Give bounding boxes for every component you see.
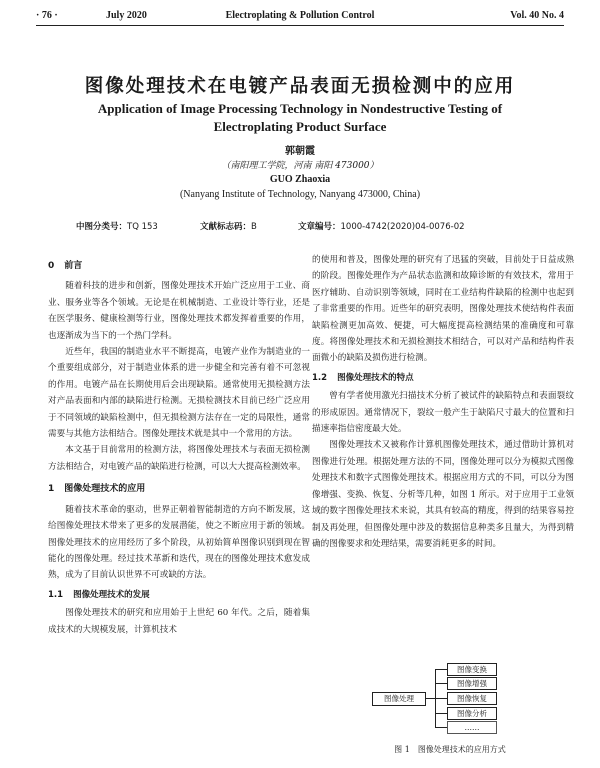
subsection-heading-features xyxy=(312,370,574,386)
page-title: 图像处理技术在电镀产品表面无损检测中的应用 xyxy=(84,76,516,97)
clc-number xyxy=(76,220,158,232)
running-header xyxy=(36,6,564,26)
subsection-title: 图像处理技术的特点 xyxy=(337,372,414,383)
subsection-heading-development xyxy=(48,587,310,603)
volume-issue: Vol. 40 No. 4 xyxy=(510,10,564,21)
diagram-connector xyxy=(435,683,447,684)
subsection-number: 1.1 xyxy=(48,589,64,600)
paragraph: 随着科技的进步和创新，图像处理技术开始广泛应用于工业、商业、服务业等各个领域。无论是在机械制造、工业设计等行业，还是在医学服务、健康检测等行业，图像处理技术都发挥着重要的作用，也逐渐成为当下的一个热门学科。 xyxy=(48,281,310,341)
doc-code-label: 文献标志码： xyxy=(200,222,252,232)
author-name-cn: 郭朝霞 xyxy=(285,146,315,157)
issue-date: July 2020 xyxy=(106,10,147,21)
paragraph: 的使用和普及，图像处理的研究有了迅猛的突破，目前处于日益成熟的阶段。图像处理作为产品状态监测和故障诊断的有效技术，常用于医疗辅助、自动识别等领域，同时在工业结构件缺陷的检测中也起到了非常重要的作用。近些年的研究表明，图像处理技术使结构件表面缺陷检测更加高效、便捷，可大幅度提高检测结果的准确度和可靠度。将图像处理技术和无损检测技术相结合，可以对产品和结构件表面微小的缺陷及损伤进行检测。 xyxy=(312,255,574,364)
diagram-node: …… xyxy=(447,721,497,734)
section-title: 前言 xyxy=(64,261,83,271)
figure-label: 图 1 xyxy=(394,745,410,754)
figure-caption-text: 图像处理技术的应用方式 xyxy=(417,745,506,754)
paragraph: 曾有学者使用激光扫描技术分析了被试件的缺陷特点和表面裂纹的形成原因。通常情况下，裂纹一般产生于缺陷尺寸最大的位置和扫描速率指信密度最大处。 xyxy=(312,391,574,435)
right-column xyxy=(312,252,574,552)
diagram-node: 图像分析 xyxy=(447,707,497,720)
diagram-root-box: 图像处理 xyxy=(372,692,426,706)
diagram-connector xyxy=(435,727,447,728)
subsection-number: 1.2 xyxy=(312,372,328,383)
figure-caption xyxy=(360,744,540,755)
diagram-connector xyxy=(425,698,435,699)
english-title: Application of Image Processing Technology in Nondestructive Testing of Electroplating Product Surface xyxy=(97,101,503,134)
diagram-connector xyxy=(435,698,447,699)
affiliation-cn: （南阳理工学院，河南 南阳 473000） xyxy=(221,161,379,171)
document-code xyxy=(200,220,257,232)
doc-code-value: B xyxy=(251,222,257,232)
section-number: 1 xyxy=(48,484,55,495)
diagram-connector xyxy=(435,669,447,670)
section-heading-intro xyxy=(48,258,310,274)
paragraph: 随着技术革命的驱动，世界正朝着智能制造的方向不断发展，这给图像处理技术带来了更多的发展潜能，使之不断应用于新的领域。图像处理技术的应用经历了多个阶段，从初始简单图像识别到现在智能化的图像处理。经过技术革新和迭代，现在的图像处理技术愈发成熟，成为了目前认识世界不可或缺的方法。 xyxy=(48,504,310,581)
diagram-node: 图像变换 xyxy=(447,663,497,676)
section-number: 0 xyxy=(48,261,55,271)
section-heading-application xyxy=(48,481,310,497)
paragraph: 图像处理技术又被称作计算机图像处理技术，通过借助计算机对图像进行处理。根据处理方法的不同，图像处理可以分为模拟式图像处理技术和数字式图像处理技术。根据应用方式的不同，可以分为图像增强、变换、恢复、分析等几种，如图 1 所示。对于应用于工业领域的数字图像处理技术来说，其具有较高的精度，得到的结果容易控制及再处理，但图像处理中涉及的数据信息种类多且量大，为得到精确的图像要求和处理结果，需要消耗更多的时间。 xyxy=(312,440,574,549)
article-number-value: 1000-4742(2020)04-0076-02 xyxy=(340,222,465,232)
article-number xyxy=(298,220,465,232)
paragraph: 近些年，我国的制造业水平不断提高，电镀产业作为制造业的一个重要组成部分，对于制造业体系的进一步健全和完善有着不可忽视的作用。电镀产品在长期使用后会出现缺陷。通常使用无损检测方法对产品表面和内部的缺陷进行检测。无损检测技术目前已经广泛应用于不同领域的缺陷检测中，但无损检测方法存在一定的局限性，通常需要与其他方法相结合。图像处理技术就是其中一个常用的方法。 xyxy=(48,347,310,440)
section-title: 图像处理技术的应用 xyxy=(64,484,146,495)
clc-label: 中图分类号： xyxy=(76,222,128,232)
diagram-node: 图像恢复 xyxy=(447,692,497,705)
article-number-label: 文章编号： xyxy=(298,222,341,232)
affiliation-en: (Nanyang Institute of Technology, Nanyang 473000, China) xyxy=(179,189,421,200)
subsection-title: 图像处理技术的发展 xyxy=(73,589,150,600)
author-name-en: GUO Zhaoxia xyxy=(269,174,331,185)
left-column xyxy=(48,252,310,638)
classification-line xyxy=(60,220,540,234)
paragraph: 本文基于目前常用的检测方法，将图像处理技术与表面无损检测方法相结合，对电镀产品的缺陷进行检测，可以大大提高检测效率。 xyxy=(48,445,310,472)
page-number: · 76 · xyxy=(36,10,58,21)
diagram-node: 图像增强 xyxy=(447,677,497,690)
figure-1-diagram xyxy=(372,662,522,748)
journal-name: Electroplating & Pollution Control xyxy=(225,10,375,21)
diagram-connector xyxy=(435,713,447,714)
header-rule xyxy=(36,25,564,26)
clc-value: TQ 153 xyxy=(127,222,158,232)
paragraph: 图像处理技术的研究和应用始于上世纪 60 年代。之后，随着集成技术的大规模发展，计算机技术 xyxy=(48,608,310,635)
